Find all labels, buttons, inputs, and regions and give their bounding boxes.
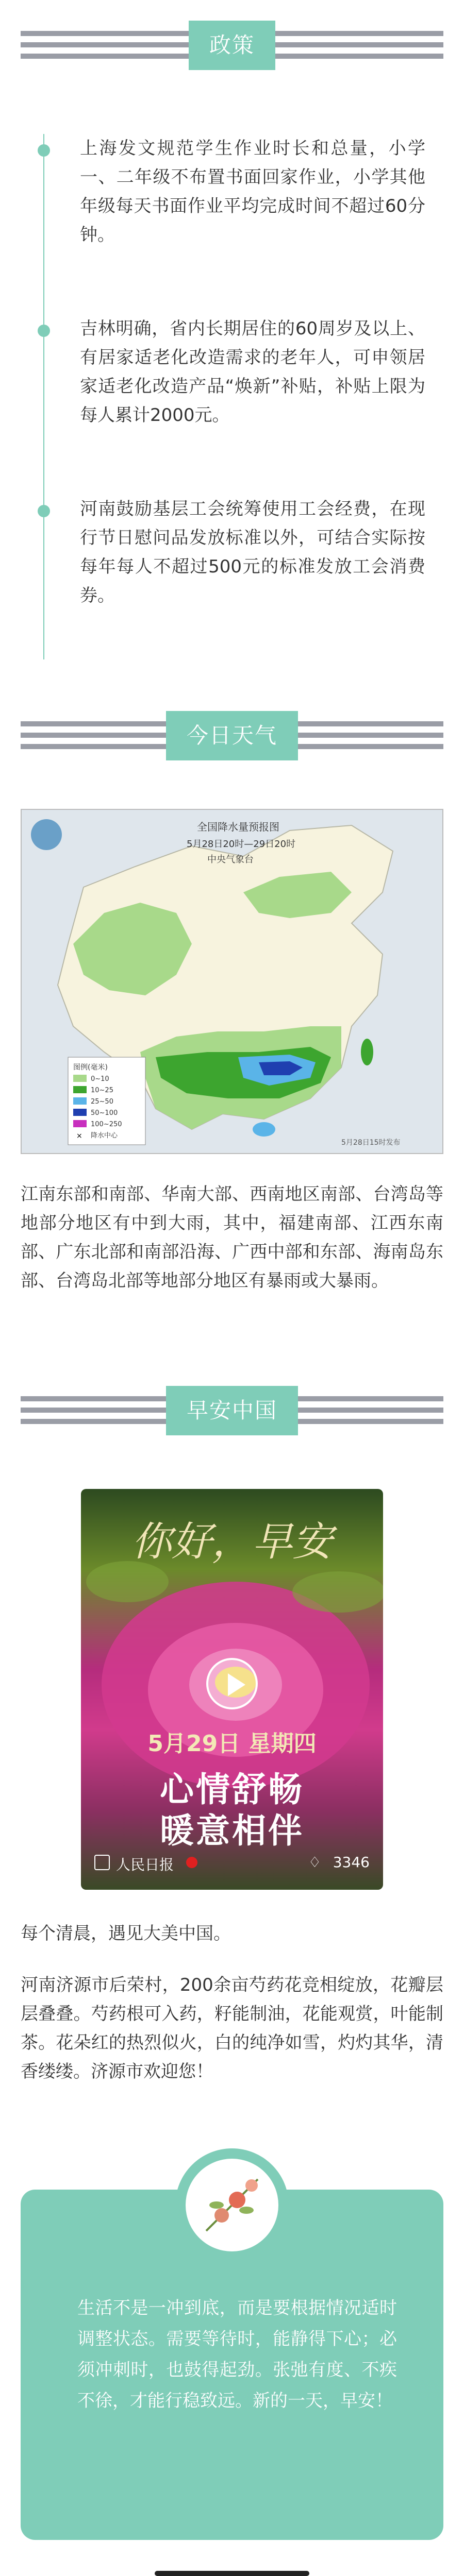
section-title-morning: 早安中国 [166, 1386, 298, 1435]
map-title: 全国降水量预报图 [197, 821, 279, 833]
map-period: 5月28日20时—29日20时 [187, 839, 296, 850]
section-header-morning [21, 1386, 443, 1435]
legend-label-2: 25~50 [91, 1098, 113, 1106]
quote-badge [175, 2148, 289, 2262]
greeting-text: 你好，早安 [131, 1519, 333, 1565]
legend-label-1: 10~25 [91, 1087, 113, 1094]
precipitation-map [21, 809, 443, 1154]
weather-description: 江南东部和南部、华南大部、西南地区南部、台湾岛等地部分地区有中到大雨，其中，福建南部、江西东南部、广东北部和南部沿海、广西中部和东部、海南岛东部、台湾岛北部等地部分地区有暴雨或大暴雨。 [21, 1184, 443, 1291]
timeline-line [43, 134, 44, 659]
timeline-dot [38, 325, 50, 337]
flower-branch-icon [186, 2159, 278, 2251]
home-indicator[interactable] [155, 2571, 309, 2576]
like-count: 3346 [333, 1854, 370, 1871]
policy-item-1: 上海发文规范学生作业时长和总量，小学一、二年级不布置书面回家作业，小学其他年级每天书面作业平均完成时间不超过60分钟。 [80, 138, 425, 245]
legend-label-3: 50~100 [91, 1109, 118, 1117]
map-source: 中央气象台 [207, 854, 254, 865]
section-title-weather: 今日天气 [166, 711, 298, 760]
legend-label-5: 降水中心 [91, 1132, 118, 1140]
publisher-logo-icon [94, 1855, 110, 1870]
timeline-dot [38, 505, 50, 517]
verified-badge-icon [186, 1857, 197, 1868]
legend-swatch-5: × [76, 1132, 82, 1140]
section-header-weather [21, 711, 443, 760]
morning-description: 河南济源市后荣村，200余亩芍药花竞相绽放，花瓣层层叠叠。芍药根可入药，籽能制油，花能观赏，叶能制茶。花朵红的热烈似火，白的纯净如雪，灼灼其华，清香缕缕。济源市欢迎您！ [21, 1975, 443, 2082]
legend-label-4: 100~250 [91, 1121, 122, 1128]
legend-swatch-0 [73, 1075, 87, 1082]
legend-label-0: 0~10 [91, 1075, 109, 1083]
quote-text: 生活不是一冲到底，而是要根据情况适时调整状态。需要等待时，能静得下心；必须冲刺时，也鼓得起劲。张弛有度、不疾不徐，才能行稳致远。新的一天，早安！ [77, 2298, 397, 2411]
precipitation-map-image [22, 810, 442, 1153]
motto-line-1: 心情舒畅 [160, 1770, 304, 1809]
policy-item-2: 吉林明确，省内长期居住的60周岁及以上、有居家适老化改造需求的老年人，可申领居家适老化改造产品“焕新”补贴，补贴上限为每人累计2000元。 [80, 318, 425, 426]
legend-swatch-4 [73, 1120, 87, 1127]
video-card[interactable] [81, 1489, 383, 1890]
quote-box [21, 2190, 443, 2540]
timeline-dot [38, 144, 50, 157]
legend-swatch-2 [73, 1097, 87, 1105]
policy-timeline [21, 118, 443, 659]
video-date: 5月29日 星期四 [147, 1731, 317, 1757]
legend-title: 图例(毫米) [73, 1063, 108, 1072]
section-header-policy [21, 21, 443, 70]
map-issued: 5月28日15时发布 [341, 1139, 401, 1147]
publisher-name[interactable]: 人民日报 [116, 1856, 174, 1873]
play-button[interactable] [206, 1658, 258, 1709]
video-footer [94, 1852, 370, 1877]
like-icon[interactable]: ♢ [308, 1854, 321, 1871]
motto-line-2: 暖意相伴 [160, 1811, 304, 1851]
legend-swatch-1 [73, 1086, 87, 1093]
policy-item-3: 河南鼓励基层工会统筹使用工会经费，在现行节日慰问品发放标准以外，可结合实际按每年每人不超过500元的标准发放工会消费券。 [80, 499, 425, 606]
legend-swatch-3 [73, 1109, 87, 1116]
morning-intro: 每个清晨，遇见大美中国。 [21, 1923, 231, 1944]
section-title-policy: 政策 [189, 21, 275, 70]
